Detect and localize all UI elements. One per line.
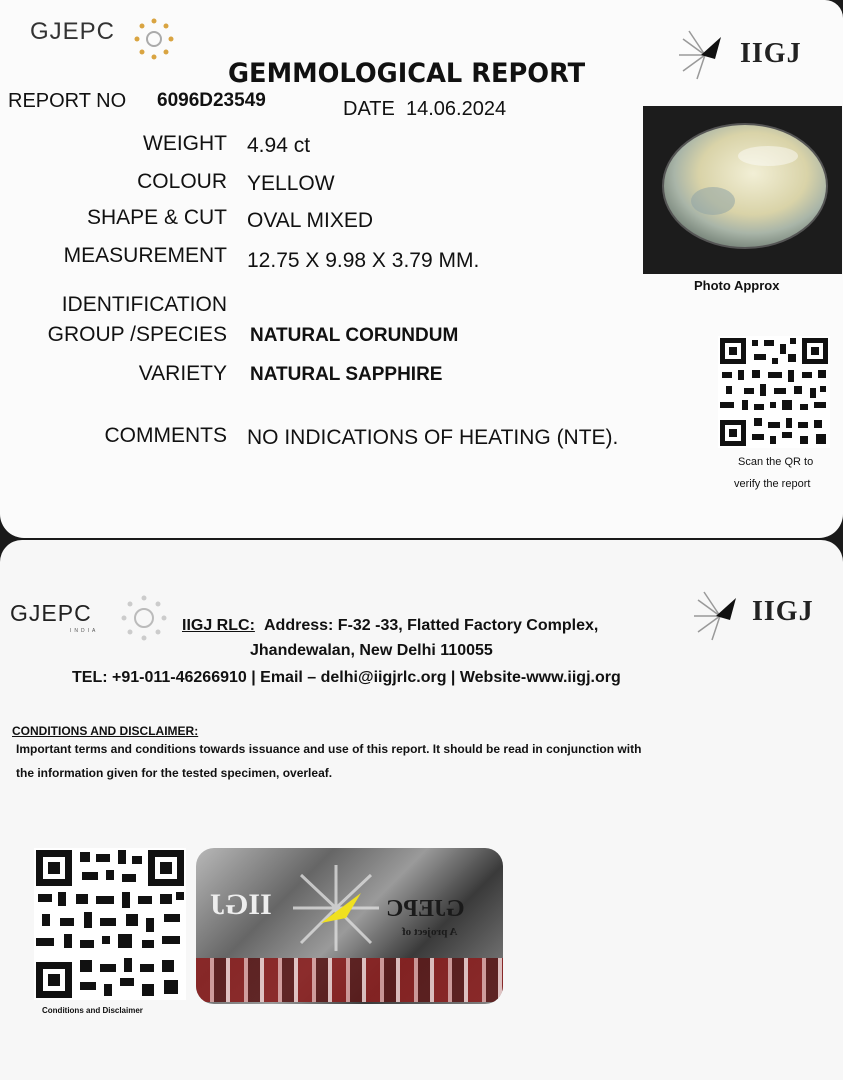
group-species-value: NATURAL CORUNDUM bbox=[250, 325, 459, 346]
back-gjepc-sub: INDIA bbox=[70, 628, 99, 634]
report-front-card bbox=[0, 0, 843, 538]
back-iigj-emblem-icon bbox=[690, 586, 750, 646]
report-back-card bbox=[0, 540, 843, 1080]
shape-cut-label: SHAPE & CUT bbox=[86, 206, 227, 229]
measurement-label: MEASUREMENT bbox=[63, 244, 227, 267]
gjepc-emblem-icon bbox=[130, 15, 178, 63]
variety-value: NATURAL SAPPHIRE bbox=[250, 364, 443, 385]
colour-value: YELLOW bbox=[247, 172, 335, 195]
report-no-value: 6096D23549 bbox=[157, 90, 266, 111]
iigj-emblem-icon bbox=[675, 25, 735, 85]
conditions-heading: CONDITIONS AND DISCLAIMER: bbox=[12, 724, 199, 738]
conditions-line1: Important terms and conditions towards issuance and use of this report. It should be read in conjunction with bbox=[16, 742, 642, 756]
variety-label: VARIETY bbox=[138, 362, 227, 385]
hologram-starburst-icon bbox=[291, 863, 381, 953]
contact-line: TEL: +91-011-46266910 | Email – delhi@iigjrlc.org | Website-www.iigj.org bbox=[72, 669, 621, 686]
conditions-qr-code[interactable] bbox=[34, 848, 186, 1000]
conditions-line2: the information given for the tested specimen, overleaf. bbox=[16, 766, 333, 780]
weight-label: WEIGHT bbox=[143, 132, 227, 155]
address-line2: Jhandewalan, New Delhi 110055 bbox=[250, 642, 493, 659]
qr-code-icon bbox=[718, 336, 830, 448]
gemstone-image bbox=[643, 106, 842, 274]
gemstone-photo bbox=[643, 106, 842, 274]
security-hologram bbox=[196, 848, 503, 1004]
comments-label: COMMENTS bbox=[104, 424, 227, 447]
qr-caption-line2: verify the report bbox=[734, 478, 811, 490]
hologram-strip bbox=[196, 958, 503, 1002]
hologram-iigj-text: IIGJ bbox=[210, 888, 272, 921]
qr-code-icon bbox=[34, 848, 186, 1000]
hologram-project-text: A project of bbox=[402, 926, 458, 938]
address-line1: Address: F-32 -33, Flatted Factory Complex, bbox=[264, 617, 599, 634]
identification-label: IDENTIFICATION bbox=[61, 293, 227, 316]
hologram-gjepc-text: GJEPC bbox=[386, 896, 465, 922]
iigj-logo: IIGJ bbox=[740, 38, 802, 69]
back-gjepc-emblem-icon bbox=[118, 592, 170, 644]
report-no-label: REPORT NO bbox=[8, 90, 127, 112]
gjepc-logo: GJEPC bbox=[30, 18, 116, 45]
report-title: GEMMOLOGICAL REPORT bbox=[228, 58, 586, 89]
back-gjepc-logo: GJEPC bbox=[10, 600, 92, 626]
date-value: 14.06.2024 bbox=[406, 98, 507, 120]
back-iigj-logo: IIGJ bbox=[752, 596, 814, 627]
measurement-value: 12.75 X 9.98 X 3.79 MM. bbox=[247, 249, 480, 272]
group-species-label: GROUP /SPECIES bbox=[47, 323, 227, 346]
comments-value: NO INDICATIONS OF HEATING (NTE). bbox=[247, 426, 619, 449]
colour-label: COLOUR bbox=[137, 170, 227, 193]
qr-caption-line1: Scan the QR to bbox=[738, 456, 814, 468]
photo-caption: Photo Approx bbox=[694, 278, 780, 293]
verify-qr-code[interactable] bbox=[718, 336, 830, 448]
date-label: DATE bbox=[343, 98, 395, 120]
conditions-qr-caption: Conditions and Disclaimer bbox=[42, 1006, 143, 1015]
shape-cut-value: OVAL MIXED bbox=[247, 209, 374, 232]
weight-value: 4.94 ct bbox=[247, 134, 311, 157]
address-label: IIGJ RLC: bbox=[182, 617, 255, 634]
